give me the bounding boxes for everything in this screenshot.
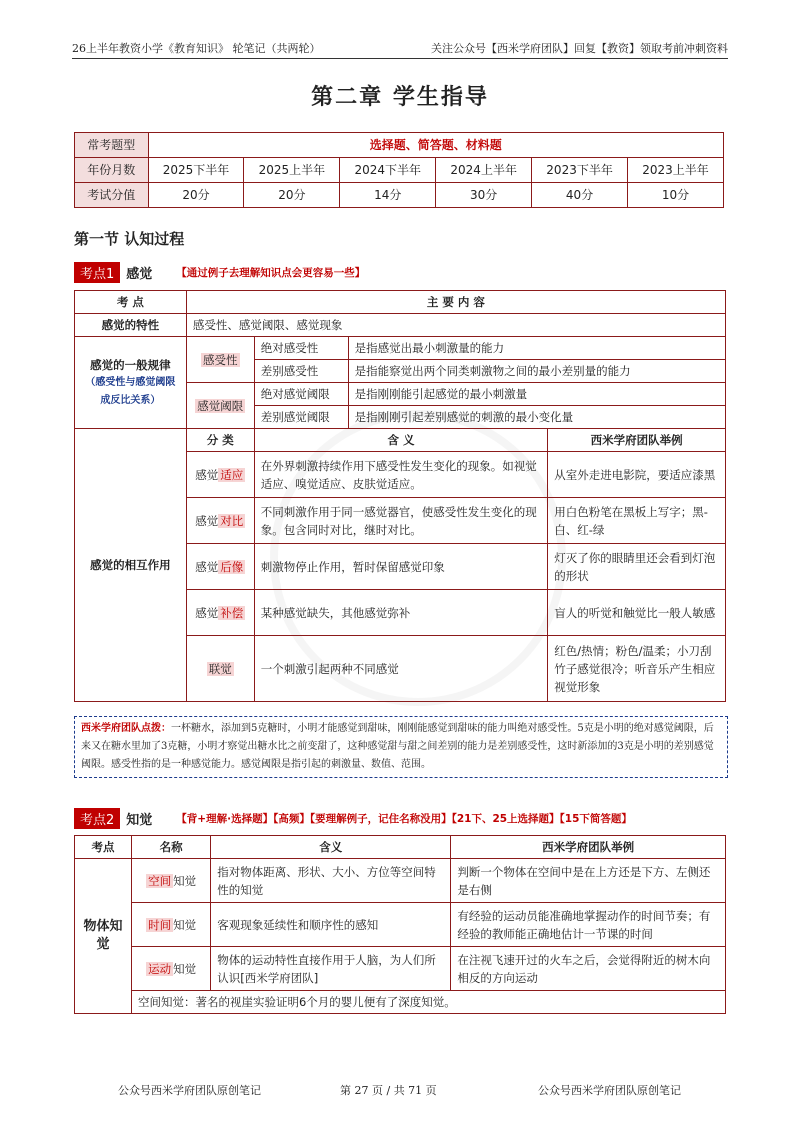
perception-table xyxy=(74,835,726,1014)
category-prefix: 感觉 xyxy=(195,513,219,528)
row-label: 年份月数 xyxy=(75,158,149,183)
definition: 指对物体距离、形状、大小、方位等空间特性的知觉 xyxy=(211,859,451,903)
row-label: 考试分值 xyxy=(75,183,149,208)
header-cell: 主 要 内 容 xyxy=(186,291,725,314)
category-key: 空间 xyxy=(148,873,172,888)
category-key: 对比 xyxy=(220,513,244,528)
tip-text: 一杯糖水，添加到5克糖时，小明才能感觉到甜味，刚刚能感觉到甜味的能力叫绝对感受性。5克是小明的绝对感觉阈限，后来又在糖水里加了3克糖，小明才察觉出糖水比之前变甜了，这种感觉甜与甜之间差别的能力是差别感受性，这时新添加的3克是小明的差别感觉阈限。感受性指的是一种感觉能力。感觉阈限是指引起的刺激量、数值、范围。 xyxy=(81,723,714,770)
tip-label: 西米学府团队点拨： xyxy=(81,723,171,734)
category xyxy=(131,903,210,947)
knowledge-point-1 xyxy=(74,262,365,283)
year-cell: 2023下半年 xyxy=(532,158,628,183)
definition: 一个刺激引起两种不同感觉 xyxy=(254,636,547,702)
thr-label-cell xyxy=(186,383,254,429)
definition: 刺激物停止作用，暂时保留感觉印象 xyxy=(254,544,547,590)
example: 灯灭了你的眼睛里还会看到灯泡的形状 xyxy=(548,544,726,590)
category-key: 时间 xyxy=(148,917,172,932)
knowledge-point-2 xyxy=(74,808,632,829)
year-cell: 2023上半年 xyxy=(628,158,724,183)
footer-right: 公众号西米学府团队原创笔记 xyxy=(538,1084,681,1097)
trait-label: 感觉的特性 xyxy=(75,314,187,337)
score-cell: 20分 xyxy=(244,183,340,208)
category-key: 联觉 xyxy=(208,661,232,676)
score-cell: 14分 xyxy=(340,183,436,208)
category xyxy=(186,498,254,544)
rule-sub: （感受性与感觉阈限成反比关系） xyxy=(85,376,176,406)
year-cell: 2025上半年 xyxy=(244,158,340,183)
definition: 是指刚刚引起差别感觉的刺激的最小变化量 xyxy=(348,406,725,429)
category-prefix: 感觉 xyxy=(195,559,219,574)
header-cell: 考点 xyxy=(75,836,132,859)
footnote: 空间知觉：著名的视崖实验证明6个月的婴儿便有了深度知觉。 xyxy=(131,991,725,1014)
exam-table xyxy=(74,132,724,208)
kp-note: 【通过例子去理解知识点会更容易一些】 xyxy=(176,267,366,279)
header-right: 关注公众号【西米学府团队】回复【教资】领取考前冲刺资料 xyxy=(431,42,728,55)
category xyxy=(186,636,254,702)
term: 差别感觉阈限 xyxy=(254,406,348,429)
page-number: 第 27 页 / 共 71 页 xyxy=(340,1084,437,1097)
category xyxy=(186,452,254,498)
kp-name: 感觉 xyxy=(126,267,153,282)
page-title: 第二章 学生指导 xyxy=(311,84,489,110)
example: 红色/热情；粉色/温柔；小刀刮竹子感觉很冷；听音乐产生相应视觉形象 xyxy=(548,636,726,702)
definition: 客观现象延续性和顺序性的感知 xyxy=(211,903,451,947)
term: 差别感受性 xyxy=(254,360,348,383)
example: 盲人的听觉和触觉比一般人敏感 xyxy=(548,590,726,636)
thr-label: 感觉阈限 xyxy=(197,398,244,413)
score-cell: 10分 xyxy=(628,183,724,208)
year-cell: 2024上半年 xyxy=(436,158,532,183)
rule-cell xyxy=(75,337,187,429)
kp-tag: 考点2 xyxy=(74,808,120,829)
header-cell: 考 点 xyxy=(75,291,187,314)
example: 有经验的运动员能准确地掌握动作的时间节奏；有经验的教师能正确地估计一节课的时间 xyxy=(451,903,726,947)
score-cell: 40分 xyxy=(532,183,628,208)
question-types: 选择题、简答题、材料题 xyxy=(148,133,723,158)
category-suffix: 知觉 xyxy=(173,917,197,932)
definition: 物体的运动特性直接作用于人脑，为人们所认识[西米学府团队] xyxy=(211,947,451,991)
term: 绝对感觉阈限 xyxy=(254,383,348,406)
category-suffix: 知觉 xyxy=(173,961,197,976)
category-key: 适应 xyxy=(220,467,244,482)
definition: 是指刚刚能引起感觉的最小刺激量 xyxy=(348,383,725,406)
header-cell: 西米学府团队举例 xyxy=(548,429,726,452)
definition: 在外界刺激持续作用下感受性发生变化的现象。如视觉适应、嗅觉适应、皮肤觉适应。 xyxy=(254,452,547,498)
section-heading: 第一节 认知过程 xyxy=(74,230,185,248)
rule-label: 感觉的一般规律 xyxy=(90,357,171,372)
category xyxy=(186,590,254,636)
header-cell: 分 类 xyxy=(186,429,254,452)
example: 判断一个物体在空间中是在上方还是下方、左侧还是右侧 xyxy=(451,859,726,903)
example: 用白色粉笔在黑板上写字；黑-白、红-绿 xyxy=(548,498,726,544)
header-cell: 西米学府团队举例 xyxy=(451,836,726,859)
definition: 是指能察觉出两个同类刺激物之间的最小差别量的能力 xyxy=(348,360,725,383)
year-cell: 2024下半年 xyxy=(340,158,436,183)
definition: 不同刺激作用于同一感觉器官，使感受性发生变化的现象。包含同时对比，继时对比。 xyxy=(254,498,547,544)
category-suffix: 知觉 xyxy=(173,873,197,888)
category xyxy=(186,544,254,590)
example: 在注视飞速开过的火车之后，会觉得附近的树木向相反的方向运动 xyxy=(451,947,726,991)
category-key: 运动 xyxy=(148,961,172,976)
kp-note: 【背+理解·选择题】【高频】【要理解例子，记住名称没用】【21下、25上选择题】【15下简答题】 xyxy=(176,813,632,825)
category xyxy=(131,859,210,903)
trait-value: 感受性、感觉阈限、感觉现象 xyxy=(186,314,725,337)
header-cell: 名称 xyxy=(131,836,210,859)
example: 从室外走进电影院，要适应漆黑 xyxy=(548,452,726,498)
header-cell: 含义 xyxy=(211,836,451,859)
tip-box xyxy=(74,716,728,778)
sensation-table xyxy=(74,290,726,702)
sens-label-cell xyxy=(186,337,254,383)
kp-tag: 考点1 xyxy=(74,262,120,283)
score-cell: 20分 xyxy=(148,183,244,208)
header-cell: 含 义 xyxy=(254,429,547,452)
header-left: 26上半年教资小学《教育知识》 轮笔记（共两轮） xyxy=(72,42,321,55)
category-prefix: 感觉 xyxy=(195,467,219,482)
interaction-label: 感觉的相互作用 xyxy=(75,429,187,702)
term: 绝对感受性 xyxy=(254,337,348,360)
page-header xyxy=(72,40,728,59)
kp-name: 知觉 xyxy=(126,813,153,828)
year-cell: 2025下半年 xyxy=(148,158,244,183)
definition: 是指感觉出最小刺激量的能力 xyxy=(348,337,725,360)
group-label: 物体知觉 xyxy=(75,859,132,1014)
score-cell: 30分 xyxy=(436,183,532,208)
category xyxy=(131,947,210,991)
sens-label: 感受性 xyxy=(203,352,238,367)
footer-left: 公众号西米学府团队原创笔记 xyxy=(118,1084,261,1097)
category-prefix: 感觉 xyxy=(195,605,219,620)
category-key: 后像 xyxy=(220,559,244,574)
category-key: 补偿 xyxy=(220,605,244,620)
row-label: 常考题型 xyxy=(75,133,149,158)
definition: 某种感觉缺失，其他感觉弥补 xyxy=(254,590,547,636)
